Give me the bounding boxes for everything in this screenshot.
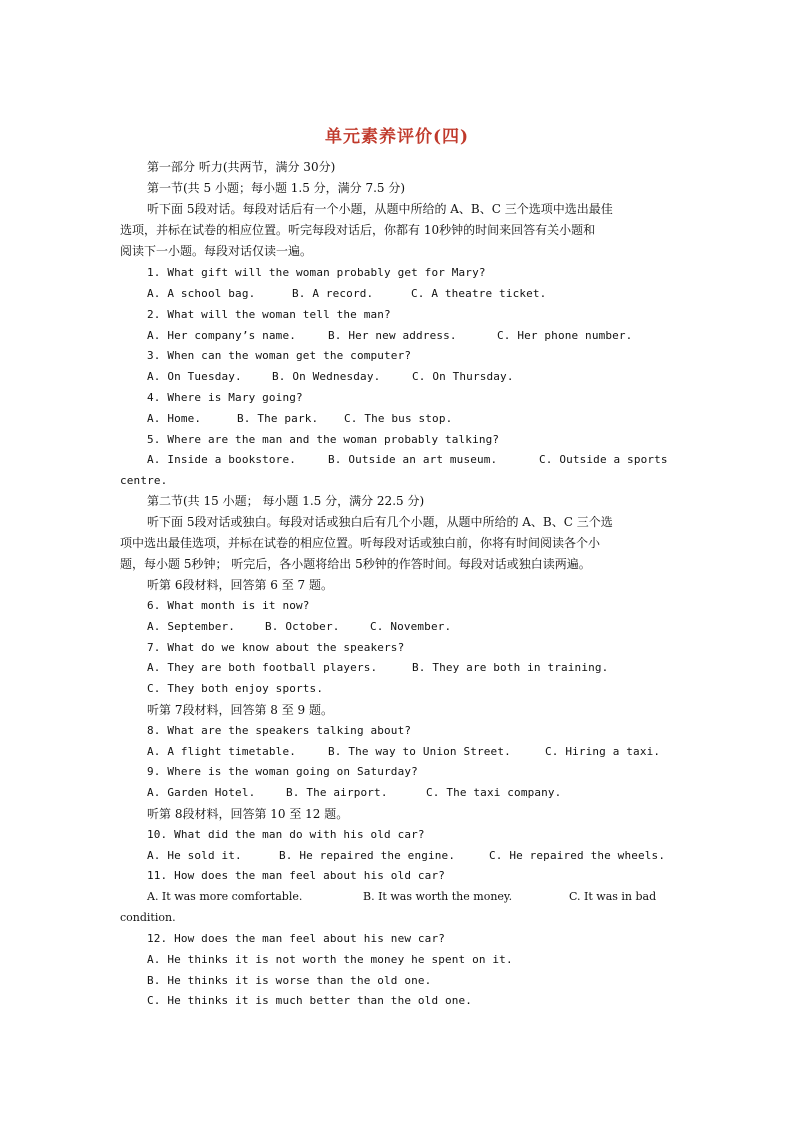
part1-heading: 第一部分 听力(共两节，满分 30分) [147,160,336,174]
question-5-option-c-continued: centre. [120,474,168,487]
option-a: A. A flight timetable. [147,745,296,758]
option-b: B. Outside an art museum. [328,453,498,466]
option-b: B. October. [265,620,340,633]
section1-instruction-line: 阅读下一小题。每段对话仅读一遍。 [120,244,313,258]
section1-instruction-line: 听下面 5段对话。每段对话后有一个小题，从题中所给的 A、B、C 三个选项中选出最佳 [147,202,613,216]
option-b: B. On Wednesday. [272,370,381,383]
option-b: B. The way to Union Street. [328,745,511,758]
question-8-options [147,743,675,761]
question-9-options [147,784,675,802]
question-8: 8. What are the speakers talking about? [147,724,412,737]
question-2: 2. What will the woman tell the man? [147,308,391,321]
question-12-option-a: A. He thinks it is not worth the money he spent on it. [147,953,513,966]
question-5: 5. Where are the man and the woman probably talking? [147,433,500,446]
material-8-heading: 听第 8段材料，回答第 10 至 12 题。 [147,807,349,821]
option-a: A. They are both football players. [147,661,378,674]
material-7-heading: 听第 7段材料，回答第 8 至 9 题。 [147,703,333,717]
option-a: A. On Tuesday. [147,370,242,383]
option-c: C. Her phone number. [497,329,633,342]
option-c: C. The taxi company. [426,786,562,799]
option-a: A. Garden Hotel. [147,786,256,799]
section1-instruction-line: 选项，并标在试卷的相应位置。听完每段对话后，你都有 10秒钟的时间来回答有关小题和 [120,223,596,237]
option-a: A. He sold it. [147,849,242,862]
option-b: B. It was worth the money. [363,890,513,903]
question-6: 6. What month is it now? [147,599,310,612]
section2-heading: 第二节(共 15 小题； 每小题 1.5 分，满分 22.5 分) [147,494,425,508]
question-12-option-c: C. He thinks it is much better than the old one. [147,994,473,1007]
section2-instruction-line: 听下面 5段对话或独白。每段对话或独白后有几个小题，从题中所给的 A、B、C 三个选 [147,515,613,529]
question-11-option-c-continued: condition. [120,911,176,924]
page-title: 单元素养评价(四) [324,127,470,147]
option-c: C. November. [370,620,452,633]
option-a: A. It was more comfortable. [147,890,303,903]
question-5-options [147,451,675,469]
option-b: B. The park. [237,412,319,425]
question-2-options [147,327,675,345]
question-1-options [147,285,675,303]
material-6-heading: 听第 6段材料，回答第 6 至 7 题。 [147,578,333,592]
option-c: C. Hiring a taxi. [545,745,661,758]
option-b: B. Her new address. [328,329,457,342]
option-a: A. Her company’s name. [147,329,296,342]
section2-instruction-line: 项中选出最佳选项，并标在试卷的相应位置。听每段对话或独白前，你将有时间阅读各个小 [120,536,601,550]
option-c: C. A theatre ticket. [411,287,547,300]
option-a: A. A school bag. [147,287,256,300]
question-7: 7. What do we know about the speakers? [147,641,405,654]
question-7-option-c: C. They both enjoy sports. [147,682,324,695]
option-c: C. It was in bad [569,890,657,903]
option-b: B. A record. [292,287,374,300]
question-3-options [147,368,675,386]
question-6-options [147,618,675,636]
question-1: 1. What gift will the woman probably get for Mary? [147,266,486,279]
question-10: 10. What did the man do with his old car? [147,828,425,841]
option-a: A. Home. [147,412,202,425]
question-10-options [147,847,675,865]
question-12: 12. How does the man feel about his new car? [147,932,445,945]
option-c: C. The bus stop. [344,412,453,425]
question-3: 3. When can the woman get the computer? [147,349,412,362]
question-11: 11. How does the man feel about his old car? [147,869,445,882]
option-c: C. He repaired the wheels. [489,849,666,862]
question-4: 4. Where is Mary going? [147,391,303,404]
question-7-options [147,659,675,677]
option-b: B. He repaired the engine. [279,849,456,862]
section2-instruction-line: 题，每小题 5秒钟； 听完后，各小题将给出 5秒钟的作答时间。每段对话或独白读两遍。 [120,557,591,571]
question-11-options [147,888,675,906]
question-12-option-b: B. He thinks it is worse than the old one. [147,974,432,987]
option-a: A. September. [147,620,236,633]
option-c: C. Outside a sports [539,453,668,466]
option-c: C. On Thursday. [412,370,514,383]
option-a: A. Inside a bookstore. [147,453,296,466]
question-4-options [147,410,675,428]
option-b: B. The airport. [286,786,388,799]
option-b: B. They are both in training. [412,661,609,674]
question-9: 9. Where is the woman going on Saturday? [147,765,418,778]
section1-heading: 第一节(共 5 小题；每小题 1.5 分，满分 7.5 分) [147,181,406,195]
